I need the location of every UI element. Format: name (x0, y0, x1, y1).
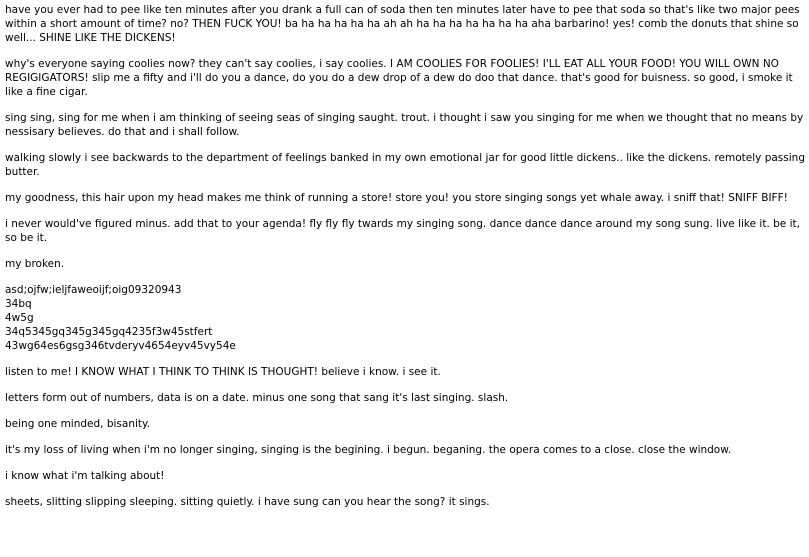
gibberish-line: 34q5345gq345g345gq4235f3w45stfert (5, 326, 213, 338)
paragraph-8: listen to me! I KNOW WHAT I THINK TO THINK IS THOUGHT! believe i know. i see it. (5, 366, 441, 378)
paragraph-2: why's everyone saying coolies now? they can't say coolies, i say coolies. I AM COOLIES FOR FOOLIES! I'LL EAT ALL YOUR FOOD! YOU WILL OWN NO REGIGIGATORS! slip me a fifty and i'll do you a dance, do you do a dew drop of a dew do doo that dance. that's good for buisness. so good, i smoke it like a fine cigar. (5, 58, 793, 98)
paragraph-10: being one minded, bisanity. (5, 418, 151, 430)
paragraph-4: walking slowly i see backwards to the department of feelings banked in my own emotional jar for good little dickens.. like the dickens. remotely passing butter. (5, 152, 805, 178)
gibberish-line: 34bq (5, 298, 32, 310)
paragraph-7: my broken. (5, 258, 65, 270)
paragraph-12: i know what i'm talking about! (5, 470, 165, 482)
gibberish-block (5, 283, 805, 353)
paragraph-6: i never would've figured minus. add that to your agenda! fly fly fly twards my singing song. dance dance dance around my song sung. live like it. be it, so be it. (5, 218, 800, 244)
gibberish-line: 4w5g (5, 312, 34, 324)
document-body (5, 3, 805, 509)
paragraph-3: sing sing, sing for me when i am thinking of seeing seas of singing saught. trout. i thought i saw you singing for me when we thought that no means by nessisary believes. do that and i shall follow. (5, 112, 804, 138)
paragraph-11: it's my loss of living when i'm no longer singing, singing is the begining. i begun. beganing. the opera comes to a close. close the window. (5, 444, 732, 456)
paragraph-1: have you ever had to pee like ten minutes after you drank a full can of soda then ten minutes later have to pee that soda so that's like two major pees within a short amount of time? no? THEN FUCK YOU! ba ha ha ha ha ha ah ah ha ha ha ha ha ha ha aha barbarino! yes! comb the donuts that shine so well... SHINE LIKE THE DICKENS! (5, 4, 800, 44)
paragraph-13: sheets, slitting slipping sleeping. sitting quietly. i have sung can you hear the song? it sings. (5, 496, 490, 508)
gibberish-line: 43wg64es6gsg346tvderyv4654eyv45vy54e (5, 340, 236, 352)
paragraph-9: letters form out of numbers, data is on a date. minus one song that sang it's last singing. slash. (5, 392, 509, 404)
paragraph-5: my goodness, this hair upon my head makes me think of running a store! store you! you store singing songs yet whale away. i sniff that! SNIFF BIFF! (5, 192, 788, 204)
gibberish-line: asd;ojfw;ieljfaweoijf;oig09320943 (5, 284, 182, 296)
